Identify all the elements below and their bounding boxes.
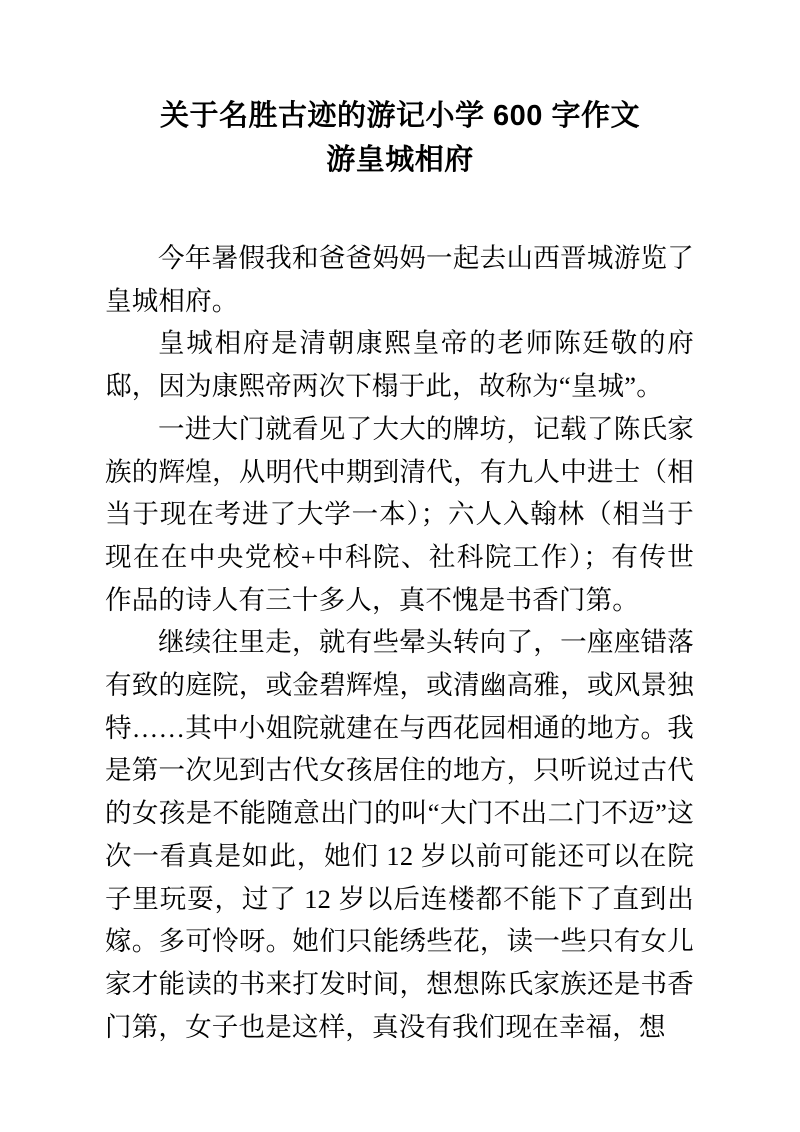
body-paragraph: 皇城相府是清朝康熙皇帝的老师陈廷敬的府邸，因为康熙帝两次下榻于此，故称为“皇城”。 <box>105 328 694 402</box>
body-paragraph: 继续往里走，就有些晕头转向了，一座座错落有致的庭院，或金碧辉煌，或清幽高雅，或风景独特……其中小姐院就建在与西花园相通的地方。我是第一次见到古代女孩居住的地方，只听说过古代的女孩是不能随意出门的叫“大门不出二门不迈”这次一看真是如此，她们 12 岁以前可能还可以在院子里玩耍，过了 12 岁以后连楼都不能下了直到出嫁。多可怜呀。她们只能绣些花，读一些只有女儿家才能读的书来打发时间，想想陈氏家族还是书香门第，女子也是这样，真没有我们现在幸福，想 <box>105 627 694 1042</box>
body-paragraph: 一进大门就看见了大大的牌坊，记载了陈氏家族的辉煌，从明代中期到清代，有九人中进士（相当于现在考进了大学一本）；六人入翰林（相当于现在在中央党校+中科院、社科院工作）；有传世作品的诗人有三十多人，真不愧是书香门第。 <box>105 413 694 615</box>
body-paragraph: 今年暑假我和爸爸妈妈一起去山西晋城游览了皇城相府。 <box>105 243 694 316</box>
page-title <box>100 94 700 182</box>
page-title-line-1: 关于名胜古迹的游记小学 600 字作文 <box>159 100 640 132</box>
page-title-line-2: 游皇城相府 <box>326 144 474 176</box>
document-body <box>105 237 694 1048</box>
